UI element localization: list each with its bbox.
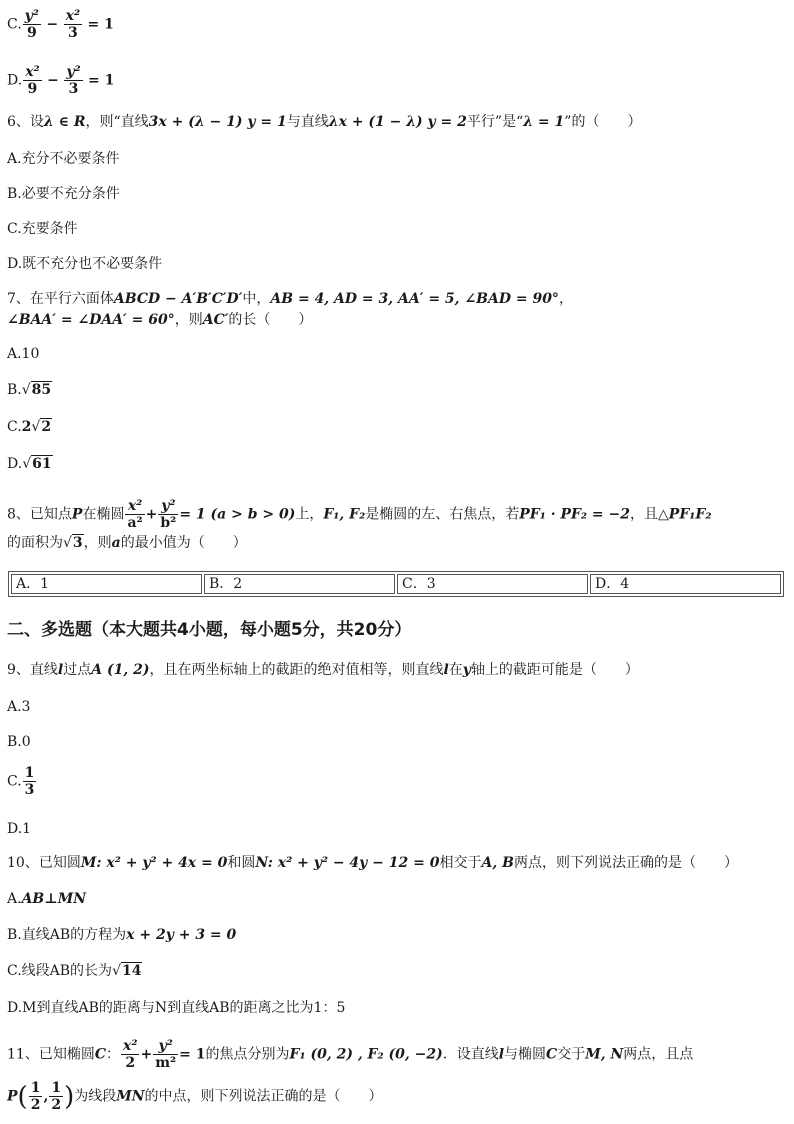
q5-option-c: C. $\frac{\text{y²}}{9}$ − $\frac{\text{x²}}{3}$ = 1 (7, 8, 114, 41)
sqrt: √61 (22, 456, 52, 472)
choice-cell: B．2 (204, 574, 395, 594)
choice-cell: C．3 (397, 574, 588, 594)
q6-stem: 6、设λ ∈ R，则“直线3x + (λ − 1) y = 1与直线λx + (1 − λ) y = 2平行”是“λ = 1”的（ ） (7, 114, 642, 130)
q8-stem-line2: 的面积为√3，则a的最小值为（ ） (7, 535, 247, 551)
q6-option-c: C.充要条件 (7, 221, 78, 237)
fraction: $\frac{\text{y²}}{\text{m²}}$ (155, 1038, 177, 1071)
q7-stem-line1: 7、在平行六面体ABCD − A′B′C′D′中，AB = 4, AD = 3, AA′ = 5, ∠BAD = 90°， (7, 291, 573, 307)
q6-option-b: B.必要不充分条件 (7, 186, 120, 202)
fraction: $\frac{1}{3}$ (24, 765, 35, 798)
sqrt: √2 (31, 419, 52, 435)
q7-option-c: C.2√2 (7, 419, 52, 435)
q11-stem-line2: P( $\frac{1}{2}$ , $\frac{1}{2}$ )为线段MN的中点，则下列说法正确的是（ ） (7, 1080, 383, 1113)
sqrt: √14 (112, 963, 142, 979)
q5-option-d: D. $\frac{\text{x²}}{9}$ − $\frac{\text{y²}}{3}$ = 1 (7, 64, 115, 97)
q9-option-a: A.3 (7, 699, 31, 715)
q8-stem-line1: 8、已知点P在椭圆 $\frac{\text{x²}}{\text{a²}}$ + $\frac{\text{y²}}{\text{b²}}$ = 1 (a > b > 0)上，F₁, F₂是椭圆的左、右焦点，若PF₁ · PF₂ = −2，且△PF₁F₂ (7, 498, 712, 531)
fraction: $\frac{1}{2}$ (30, 1080, 41, 1113)
sqrt: √3 (63, 535, 83, 551)
q6-option-d: D.既不充分也不必要条件 (7, 256, 163, 272)
q9-option-b: B.0 (7, 734, 31, 750)
q11-stem-line1: 11、已知椭圆C： $\frac{\text{x²}}{2}$ + $\frac{\text{y²}}{\text{m²}}$ = 1的焦点分别为F₁ (0, 2) , F₂ (0, −2)．设直线l与椭圆C交于M, N两点，且点 (7, 1038, 694, 1071)
choice-cell: D．4 (590, 574, 781, 594)
fraction: $\frac{\text{y²}}{3}$ (66, 64, 81, 97)
q7-stem-line2: ∠BAA′ = ∠DAA′ = 60°，则AC′的长（ ） (7, 312, 313, 328)
fraction: $\frac{1}{2}$ (51, 1080, 62, 1113)
fraction: $\frac{\text{x²}}{2}$ (122, 1038, 138, 1071)
option-label: D. (7, 72, 23, 89)
q7-option-a: A.10 (7, 346, 40, 362)
q9-option-c: C. $\frac{1}{3}$ (7, 765, 35, 798)
table-row (11, 574, 781, 594)
q7-option-d: D.√61 (7, 456, 52, 472)
fraction: $\frac{\text{x²}}{3}$ (65, 8, 81, 41)
choice-cell: A．1 (11, 574, 202, 594)
q9-option-d: D.1 (7, 821, 32, 837)
fraction: $\frac{\text{y²}}{\text{b²}}$ (160, 498, 177, 531)
fraction: $\frac{\text{x²}}{9}$ (25, 64, 40, 97)
sqrt: √85 (21, 382, 52, 398)
fraction: $\frac{\text{x²}}{\text{a²}}$ (127, 498, 143, 531)
option-label: C. (7, 16, 22, 33)
q10-option-b: B.直线AB的方程为x + 2y + 3 = 0 (7, 927, 237, 943)
q8-choices-table (8, 571, 784, 597)
q10-option-a: A.AB⊥MN (7, 891, 86, 907)
q9-stem: 9、直线l过点A (1, 2)，且在两坐标轴上的截距的绝对值相等，则直线l在y轴上的截距可能是（ ） (7, 662, 639, 678)
q10-option-d: D.M到直线AB的距离与N到直线AB的距离之比为1：5 (7, 1000, 346, 1016)
q10-option-c: C.线段AB的长为√14 (7, 963, 142, 979)
q7-option-b: B.√85 (7, 382, 52, 398)
section-title: 二、多选题（本大题共4小题，每小题5分，共20分） (7, 620, 412, 640)
q6-option-a: A.充分不必要条件 (7, 151, 120, 167)
fraction: $\frac{\text{y²}}{9}$ (24, 8, 39, 41)
q10-stem: 10、已知圆M: x² + y² + 4x = 0和圆N: x² + y² − 4y − 12 = 0相交于A, B两点，则下列说法正确的是（ ） (7, 855, 738, 871)
